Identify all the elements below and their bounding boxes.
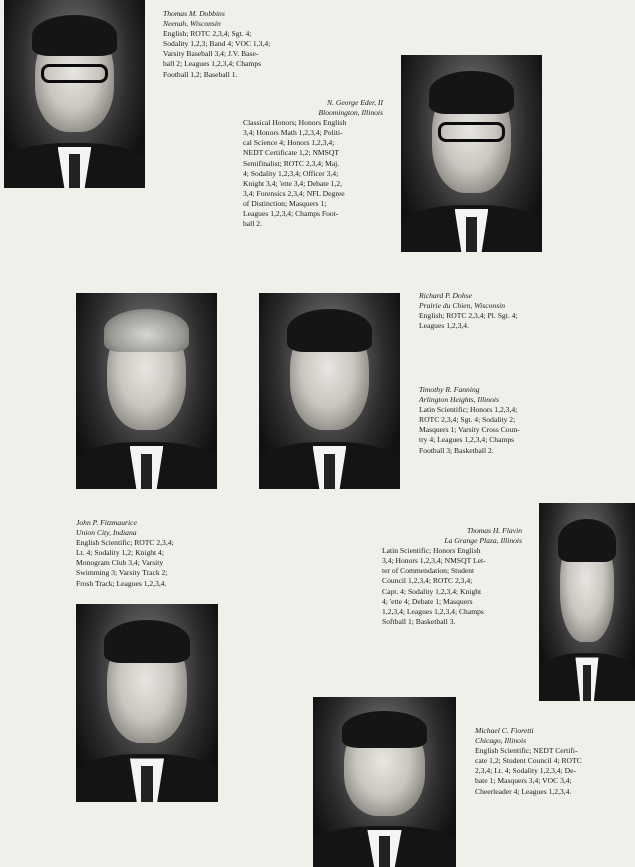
student-name: Michael C. Fioretti [475,726,534,735]
student-name: Thomas H. Flavin [466,526,522,535]
student-hometown: La Grange Plaza, Illinois [444,536,522,546]
portrait-dohse [259,293,400,489]
bio-fitzmaurice [76,518,214,589]
bio-eder [243,98,383,229]
bio-fioretti [475,726,615,797]
student-activities: English; ROTC 2,3,4; Sgt. 4; Sodality 1,2,3; Band 4; VOC 1,3,4; Varsity Baseball 3,4; J.V. Base- ball 2; Leagues 1,2,3,4; Champs Football 1,2; Baseball 1. [163,29,271,79]
bio-fanning [419,385,557,456]
bio-dobbins [163,9,305,80]
bio-flavin [382,526,522,627]
student-activities: English Scientific; NEDT Certifi- cate 1,2; Student Council 4; ROTC 2,3,4; Lt. 4; Sodality 1,2,3,4; De- bate 1; Masquers 3,4; VOC 3,4; Cheerleader 4; Leagues 1,2,3,4. [475,746,582,796]
student-hometown: Chicago, Illinois [475,736,527,746]
student-hometown: Bloomington, Illinois [318,108,383,118]
student-hometown: Prairie du Chien, Wisconsin [419,301,506,311]
bio-dohse [419,291,557,331]
student-activities: English; ROTC 2,3,4; Pl. Sgt. 4; Leagues 1,2,3,4. [419,311,518,331]
student-hometown: Union City, Indiana [76,528,137,538]
portrait-fioretti [313,697,456,867]
portrait-eder [401,55,542,252]
portrait-fitzmaurice [76,604,218,802]
portrait-dobbins [4,0,145,188]
student-hometown: Arlington Heights, Illinois [419,395,499,405]
student-name: Thomas M. Dobbins [163,9,225,18]
student-name: N. George Eder, II [326,98,383,107]
student-activities: Latin Scientific; Honors 1,2,3,4; ROTC 2,3,4; Sgt. 4; Sodality 2; Masquers 1; Varsity Cross Coun- try 4; Leagues 1,2,3,4; Champs Football 3; Basketball 2. [419,405,520,455]
student-activities: Latin Scientific; Honors English 3,4; Honors 1,2,3,4; NMSQT Let- ter of Commendation; Student Council 1,2,3,4; ROTC 2,3,4; Capt. 4; Sodality 1,2,3,4; Knight 4; 'ette 4; Debate 1; Masquers 1,2,3,4; Leagues 1,2,3,4; Champs Softball 1; Basketball 3. [382,546,486,626]
student-name: Richard P. Dohse [419,291,472,300]
student-name: John P. Fitzmaurice [76,518,137,527]
student-activities: Classical Honors; Honors English 3,4; Honors Math 1,2,3,4; Politi- cal Science 4; Honors 1,2,3,4; NEDT Certificate 1,2; NMSQT Semifinalist; ROTC 2,3,4; Maj. 4; Sodality 1,2,3,4; Officer 3,4; Knight 3,4; 'ette 3,4; Debate 1,2, 3,4; Forensics 2,3,4; NFL Degree of Distinction; Masquers 1; Leagues 1,2,3,4; Champs Foot- ball 2. [243,118,347,229]
portrait-fanning [76,293,217,489]
portrait-flavin [539,503,635,701]
student-activities: English Scientific; ROTC 2,3,4; Lt. 4; Sodality 1,2; Knight 4; Monogram Club 3,4; Varsity Swimming 3; Varsity Track 2; Frosh Track; Leagues 1,2,3,4. [76,538,174,588]
student-name: Timothy R. Fanning [419,385,480,394]
student-hometown: Neenah, Wisconsin [163,19,221,29]
